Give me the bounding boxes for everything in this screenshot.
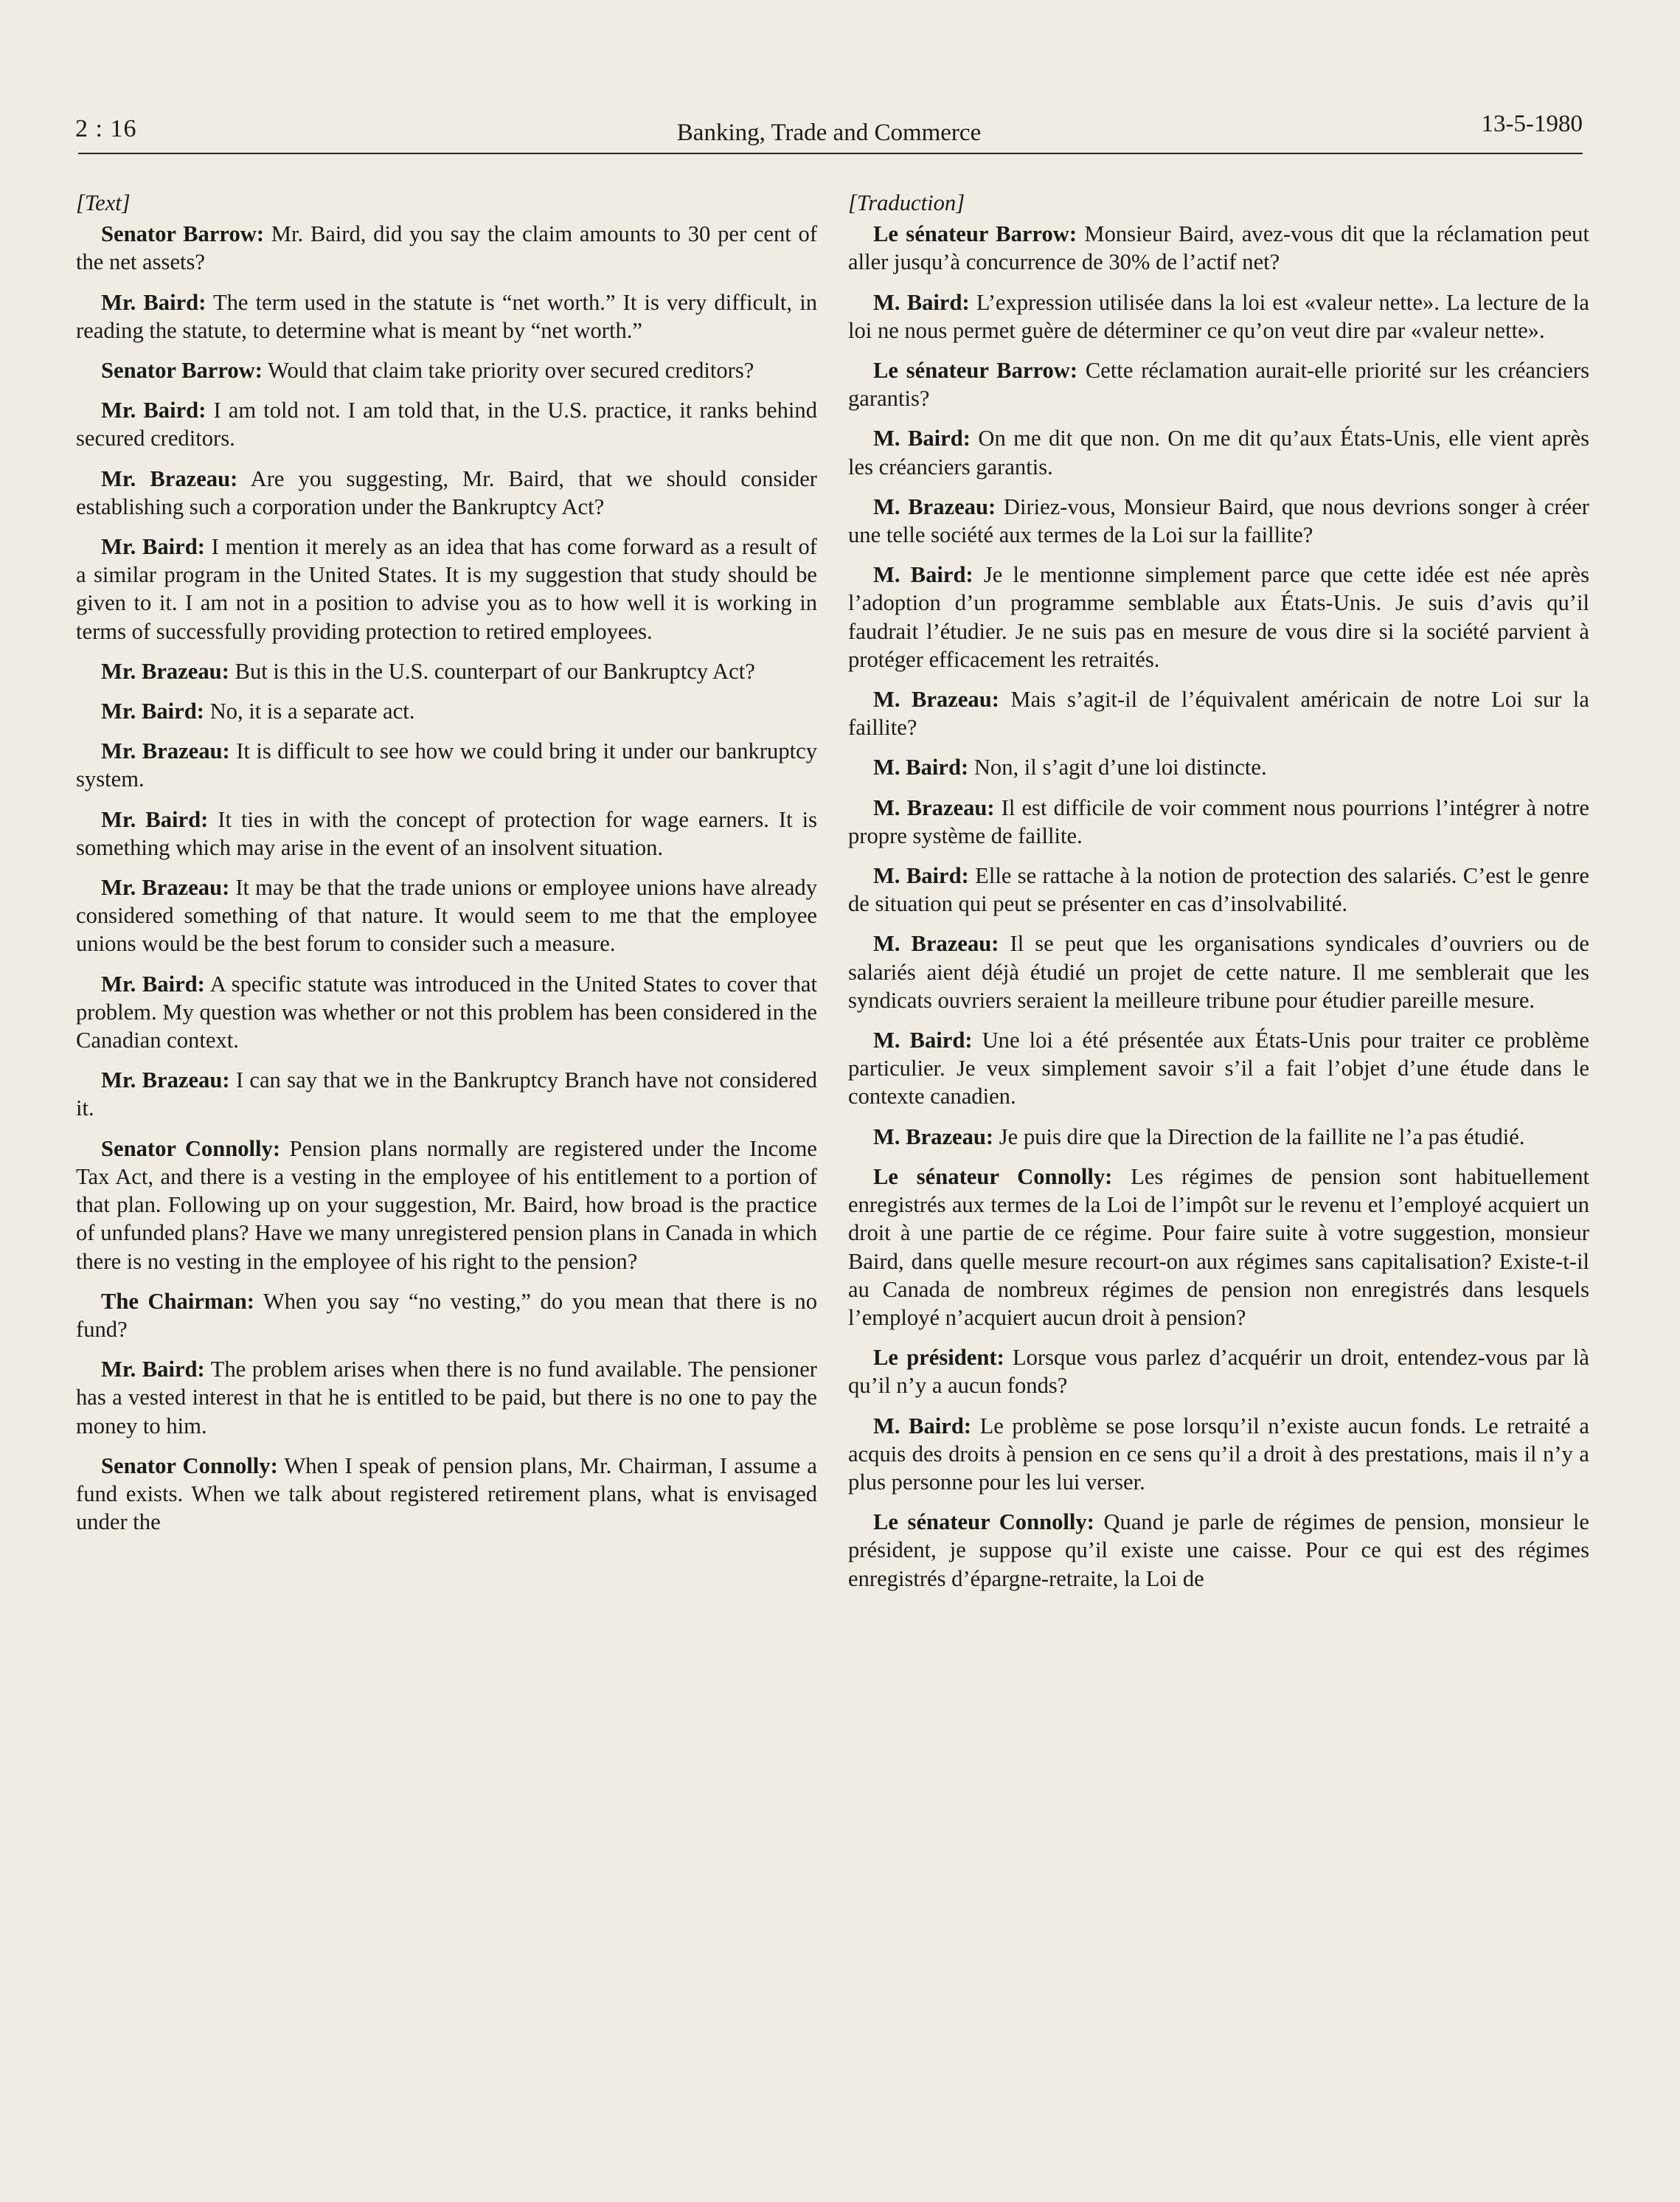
transcript-paragraph xyxy=(76,1135,817,1275)
speaker-name: Senator Connolly: xyxy=(101,1453,278,1478)
speech-text: The problem arises when there is no fund available. The pensioner has a vested interest in that he is entitled to be paid, but there is no one to pay the money to him. xyxy=(76,1357,817,1438)
speech-text: A specific statute was introduced in the United States to cover that problem. My question was whether or not this problem has been considered in the Canadian context. xyxy=(76,971,817,1053)
speaker-name: M. Baird: xyxy=(873,426,971,451)
speaker-name: M. Brazeau: xyxy=(873,1123,994,1149)
transcript-paragraph xyxy=(76,533,817,645)
speech-text: I mention it merely as an idea that has come forward as a result of a similar program in the United States. It is my suggestion that study should be given to it. I am not in a position to advise you as to how well it is working in terms of successfully providing protection to retired employees. xyxy=(76,534,817,644)
speaker-name: Le sénateur Connolly: xyxy=(873,1509,1094,1535)
speaker-name: M. Baird: xyxy=(873,562,973,588)
french-column-label: [Traduction] xyxy=(848,190,965,215)
speech-text: L’expression utilisée dans la loi est «valeur nette». La lecture de la loi ne nous permet guère de déterminer ce qu’on veut dire par «valeur nette». xyxy=(848,289,1589,343)
speech-text: Mr. Baird, did you say the claim amounts to 30 per cent of the net assets? xyxy=(76,221,818,275)
speaker-name: Mr. Brazeau: xyxy=(101,465,238,491)
speech-text: Diriez-vous, Monsieur Baird, que nous devrions songer à créer une telle société aux termes de la Loi sur la faillite? xyxy=(848,494,1589,548)
transcript-paragraph xyxy=(76,356,817,384)
speech-text: Il se peut que les organisations syndicales d’ouvriers ou de salariés aient déjà étudié un projet de cette nature. Il me semblerait que les syndicats ouvriers seraient la meilleure tribune pour étudier pareille mesure. xyxy=(848,931,1589,1013)
speaker-name: M. Baird: xyxy=(873,1028,973,1053)
transcript-paragraph xyxy=(76,657,817,685)
transcript-paragraph xyxy=(848,1343,1589,1399)
transcript-paragraph xyxy=(848,356,1589,412)
speaker-name: M. Baird: xyxy=(873,863,969,889)
speaker-name: M. Baird: xyxy=(873,1413,972,1438)
speech-text: Une loi a été présentée aux États-Unis pour traiter ce problème particulier. Je veux simplement savoir s’il a fait l’objet d’une étude dans le contexte canadien. xyxy=(848,1028,1589,1109)
speech-text: Le problème se pose lorsqu’il n’existe aucun fonds. Le retraité a acquis des droits à pension en ce sens qu’il a droit à des prestations, mais il n’y a plus personne pour les lui verser. xyxy=(848,1413,1589,1495)
speaker-name: M. Brazeau: xyxy=(873,687,999,713)
speaker-name: Senator Barrow: xyxy=(101,358,263,384)
transcript-paragraph xyxy=(848,288,1589,345)
speaker-name: The Chairman: xyxy=(101,1288,254,1314)
speaker-name: Le sénateur Barrow: xyxy=(873,221,1077,247)
speaker-name: M. Brazeau: xyxy=(873,794,995,820)
transcript-paragraph xyxy=(76,697,817,725)
transcript-paragraph xyxy=(848,929,1589,1014)
speech-text: No, it is a separate act. xyxy=(204,699,415,724)
speech-text: Are you suggesting, Mr. Baird, that we should consider establishing such a corporation under the Bankruptcy Act? xyxy=(76,465,817,519)
transcript-paragraph xyxy=(848,685,1589,741)
speech-text: Monsieur Baird, avez-vous dit que la réclamation peut aller jusqu’à concurrence de 30% de l’actif net? xyxy=(848,221,1589,275)
french-column xyxy=(848,189,1589,1604)
speaker-name: Le président: xyxy=(873,1345,1004,1371)
speech-text: Mais s’agit-il de l’équivalent américain de notre Loi sur la faillite? xyxy=(848,687,1589,741)
english-paragraphs xyxy=(76,220,817,1536)
speech-text: I am told not. I am told that, in the U.S. practice, it ranks behind secured creditors. xyxy=(76,398,817,451)
speaker-name: M. Baird: xyxy=(873,755,969,780)
speech-text: Quand je parle de régimes de pension, monsieur le président, je suppose qu’il existe une caisse. Pour ce qui est des régimes enregistrés d’épargne-retraite, la Loi de xyxy=(848,1509,1590,1591)
speech-text: Cette réclamation aurait-elle priorité sur les créanciers garantis? xyxy=(848,358,1589,412)
speech-text: Je puis dire que la Direction de la faillite ne l’a pas étudié. xyxy=(993,1123,1525,1149)
speech-text: Je le mentionne simplement parce que cette idée est née après l’adoption d’un programme semblable aux États-Unis. Je suis d’avis qu’il faudrait l’étudier. Je ne suis pas en mesure de vous dire si la société parvient à protéger efficacement les retraités. xyxy=(848,562,1589,672)
transcript-paragraph xyxy=(76,737,817,793)
transcript-paragraph xyxy=(848,753,1589,781)
speech-text: The term used in the statute is “net worth.” It is very difficult, in reading the statute, to determine what is meant by “net worth.” xyxy=(76,289,817,343)
speech-text: It may be that the trade unions or employee unions have already considered something of that nature. It would seem to me that the employee unions would be the best forum to consider such a measure. xyxy=(76,875,817,957)
speaker-name: Mr. Baird: xyxy=(101,699,204,724)
speaker-name: Mr. Baird: xyxy=(101,971,205,997)
transcript-paragraph xyxy=(76,1355,817,1440)
speaker-name: Mr. Brazeau: xyxy=(101,1067,230,1093)
speaker-name: M. Brazeau: xyxy=(873,931,999,957)
speech-text: But is this in the U.S. counterpart of our Bankruptcy Act? xyxy=(229,658,755,684)
speaker-name: M. Baird: xyxy=(873,289,970,315)
speaker-name: Mr. Baird: xyxy=(101,534,205,560)
transcript-paragraph xyxy=(848,424,1589,480)
transcript-paragraph xyxy=(76,220,817,276)
speaker-name: Mr. Baird: xyxy=(101,289,206,315)
speaker-name: Mr. Brazeau: xyxy=(101,658,229,684)
speech-text: Lorsque vous parlez d’acquérir un droit, entendez-vous par là qu’il n’y a aucun fonds? xyxy=(848,1345,1589,1399)
transcript-paragraph xyxy=(76,1066,817,1122)
speech-text: On me dit que non. On me dit qu’aux États-Unis, elle vient après les créanciers garantis. xyxy=(848,426,1589,479)
speaker-name: Mr. Baird: xyxy=(101,806,209,832)
transcript-paragraph xyxy=(76,1287,817,1343)
english-column-label: [Text] xyxy=(76,190,131,215)
speech-text: Les régimes de pension sont habituellement enregistrés aux termes de la Loi de l’impôt sur le revenu et l’employé acquiert un droit à une partie de ce régime. Pour faire suite à votre suggestion, monsieur Baird, dans quelle mesure recourt-on aux régimes sans capitalisation? Existe-t-il au Canada de nombreux régimes de pension non enregistrés dans lesquels l’employé n’acquiert aucun droit à pension? xyxy=(848,1163,1589,1330)
english-column xyxy=(76,189,817,1548)
speaker-name: Senator Barrow: xyxy=(101,221,265,247)
french-paragraphs xyxy=(848,220,1589,1593)
transcript-paragraph xyxy=(848,794,1589,850)
speaker-name: Senator Connolly: xyxy=(101,1135,281,1161)
transcript-paragraph xyxy=(848,1508,1589,1593)
speech-text: Elle se rattache à la notion de protection des salariés. C’est le genre de situation qui peut se présenter en cas d’insolvabilité. xyxy=(848,863,1589,917)
speaker-name: Mr. Baird: xyxy=(101,1357,205,1382)
transcript-paragraph xyxy=(76,806,817,862)
speaker-name: Mr. Baird: xyxy=(101,398,206,423)
speech-text: Pension plans normally are registered under the Income Tax Act, and there is a vesting in the employee of his entitlement to a portion of that plan. Following up on your suggestion, Mr. Baird, how broad is the practice of unfunded plans? Have we many unregistered pension plans in Canada in which there is no vesting in the employee of his right to the pension? xyxy=(76,1135,817,1274)
transcript-paragraph xyxy=(848,561,1589,674)
speaker-name: Le sénateur Connolly: xyxy=(873,1163,1113,1189)
speaker-name: M. Brazeau: xyxy=(873,494,996,519)
speech-text: Non, il s’agit d’une loi distincte. xyxy=(968,755,1267,780)
transcript-paragraph xyxy=(848,220,1589,276)
speech-text: When I speak of pension plans, Mr. Chairman, I assume a fund exists. When we talk about registered retirement plans, what is envisaged under the xyxy=(76,1453,817,1535)
transcript-paragraph xyxy=(76,465,817,521)
transcript-paragraph xyxy=(76,396,817,452)
transcript-paragraph xyxy=(76,288,817,345)
speech-text: Would that claim take priority over secured creditors? xyxy=(262,358,754,384)
speech-text: Il est difficile de voir comment nous pourrions l’intégrer à notre propre système de faillite. xyxy=(848,794,1589,848)
speech-text: I can say that we in the Bankruptcy Branch have not considered it. xyxy=(76,1067,817,1121)
speech-text: It is difficult to see how we could bring it under our bankruptcy system. xyxy=(76,738,817,792)
speaker-name: Mr. Brazeau: xyxy=(101,738,230,764)
session-date: 13-5-1980 xyxy=(1481,111,1583,137)
transcript-paragraph xyxy=(848,1123,1589,1151)
transcript-paragraph xyxy=(76,970,817,1055)
transcript-paragraph xyxy=(848,1412,1589,1497)
header-rule xyxy=(78,153,1583,154)
running-header xyxy=(75,111,1583,152)
transcript-paragraph xyxy=(76,1452,817,1537)
transcript-paragraph xyxy=(848,862,1589,918)
page-number: 2 : 16 xyxy=(75,115,137,142)
committee-title: Banking, Trade and Commerce xyxy=(676,120,982,146)
speaker-name: Le sénateur Barrow: xyxy=(873,358,1078,384)
speech-text: It ties in with the concept of protection for wage earners. It is something which may arise in the event of an insolvent situation. xyxy=(76,806,818,860)
transcript-paragraph xyxy=(848,493,1589,549)
speech-text: When you say “no vesting,” do you mean that there is no fund? xyxy=(76,1288,817,1342)
speaker-name: Mr. Brazeau: xyxy=(101,875,230,901)
transcript-paragraph xyxy=(76,873,817,958)
transcript-paragraph xyxy=(848,1026,1589,1111)
transcript-paragraph xyxy=(848,1163,1589,1332)
